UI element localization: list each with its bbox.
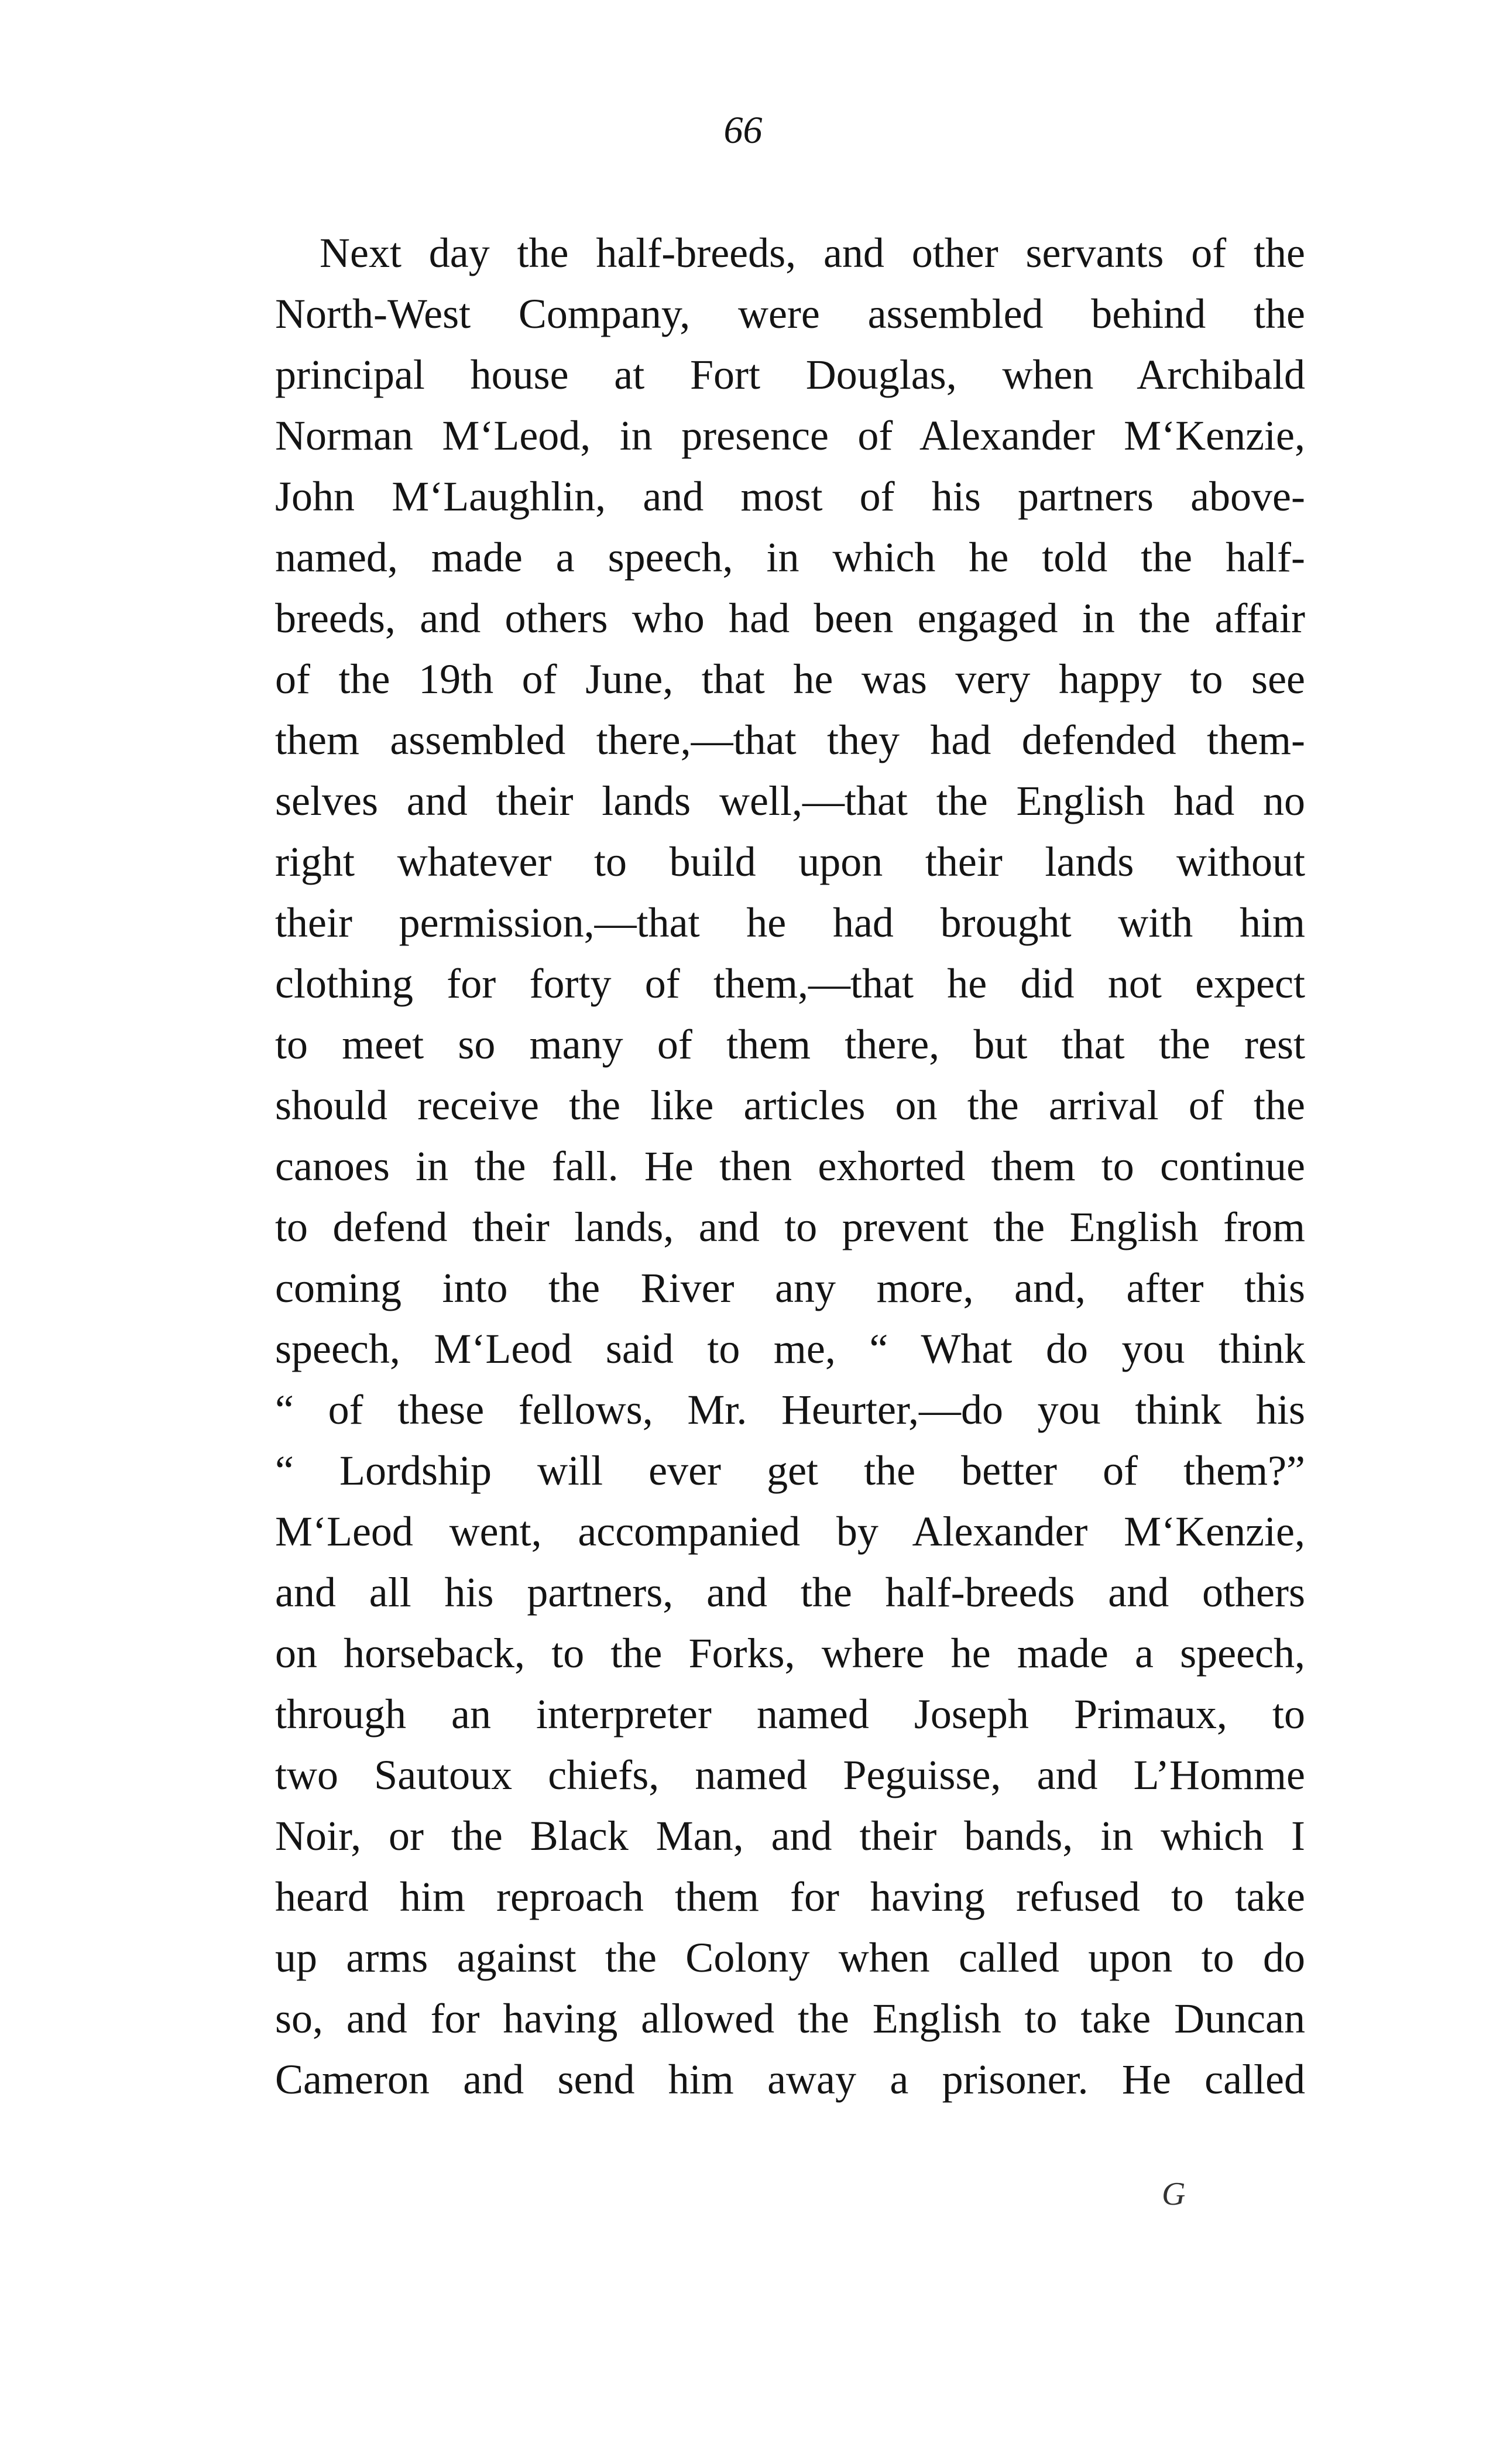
text-line: canoes in the fall. He then exhorted them to continue [275,1143,1305,1190]
text-line: “ Lordship will ever get the better of them?” [275,1447,1305,1494]
text-line: breeds, and others who had been engaged in the affair [275,595,1305,642]
text-line: “ of these fellows, Mr. Heurter,—do you think his [275,1386,1305,1433]
text-line: selves and their lands well,—that the English had no [275,777,1305,824]
text-line: through an interpreter named Joseph Primaux, to [275,1691,1305,1738]
signature-mark: G [1162,2176,1186,2212]
text-line: Cameron and send him away a prisoner. He called [275,2056,1305,2103]
text-line: Next day the half-breeds, and other servants of the [320,229,1305,276]
text-line: so, and for having allowed the English to take Duncan [275,1995,1305,2042]
text-line: up arms against the Colony when called upon to do [275,1934,1305,1981]
text-line: coming into the River any more, and, after this [275,1264,1305,1311]
text-line: heard him reproach them for having refused to take [275,1873,1305,1920]
text-line: clothing for forty of them,—that he did not expect [275,960,1305,1007]
text-line: of the 19th of June, that he was very happy to see [275,656,1305,702]
text-line: North-West Company, were assembled behind the [275,290,1305,337]
text-line: to meet so many of them there, but that the rest [275,1021,1305,1068]
text-line: M‘Leod went, accompanied by Alexander M‘Kenzie, [275,1508,1305,1555]
text-line: Norman M‘Leod, in presence of Alexander M‘Kenzie, [275,412,1305,459]
text-line: principal house at Fort Douglas, when Archibald [275,351,1305,398]
text-line: John M‘Laughlin, and most of his partners above- [275,473,1305,520]
text-line: on horseback, to the Forks, where he made a speech, [275,1630,1305,1677]
text-line: to defend their lands, and to prevent the English from [275,1204,1305,1250]
text-line: named, made a speech, in which he told the half- [275,534,1305,581]
text-line: Noir, or the Black Man, and their bands, in which I [275,1812,1305,1859]
text-line: right whatever to build upon their lands without [275,838,1305,885]
body-text [275,222,1305,2110]
text-line: and all his partners, and the half-breeds and others [275,1569,1305,1616]
text-line: should receive the like articles on the arrival of the [275,1082,1305,1129]
text-line: two Sautoux chiefs, named Peguisse, and L’Homme [275,1752,1305,1798]
text-line: speech, M‘Leod said to me, “ What do you think [275,1325,1305,1372]
text-line: their permission,—that he had brought with him [275,899,1305,946]
page-number: 66 [723,109,763,152]
text-line: them assembled there,—that they had defended them- [275,717,1305,763]
